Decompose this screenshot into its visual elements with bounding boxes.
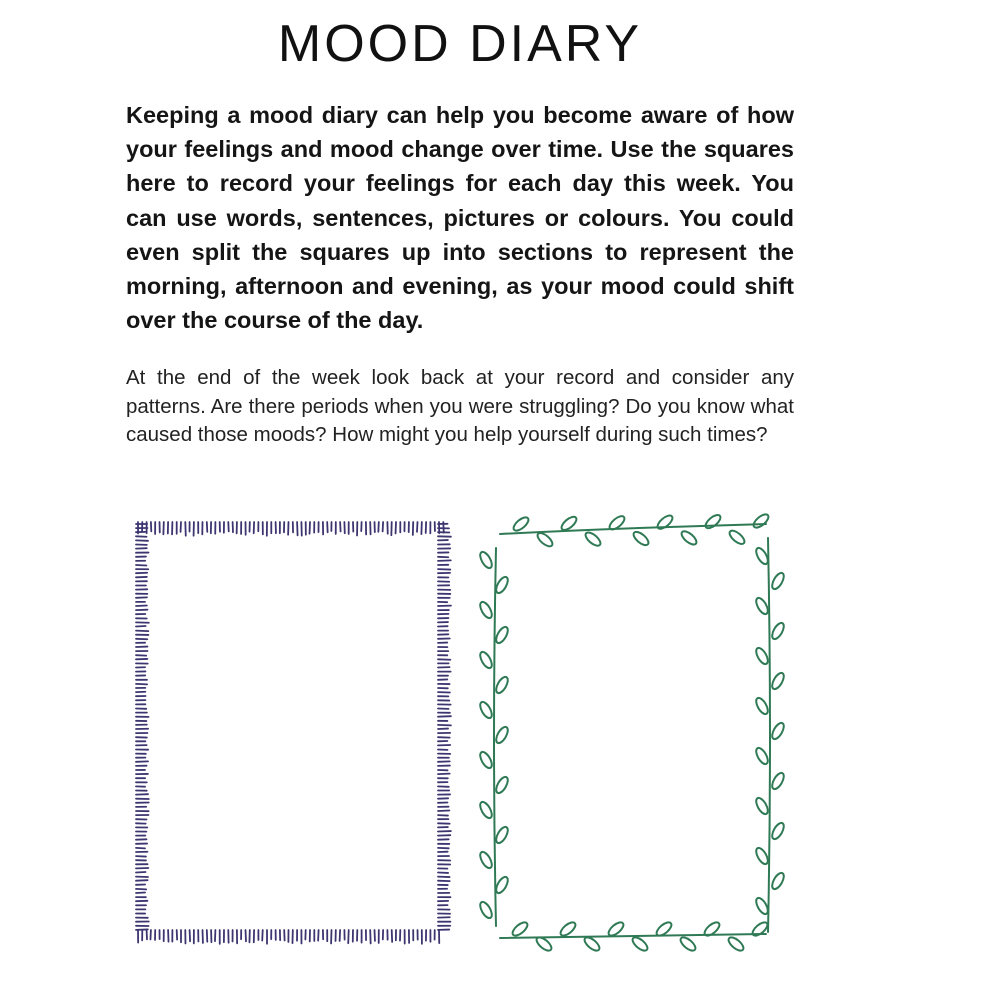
vine-leaf	[754, 846, 770, 866]
vine-leaf	[478, 900, 494, 920]
vine-leaf	[751, 512, 770, 530]
vine-leaf	[770, 771, 786, 791]
vine-leaf	[727, 528, 746, 546]
vine-leaf	[754, 746, 770, 766]
vine-leaf	[494, 825, 510, 845]
vine-leaf	[770, 721, 786, 741]
vine-leaf	[494, 875, 510, 895]
vine-leaf	[679, 529, 698, 547]
vine-leaf	[754, 696, 770, 716]
hatch-marks	[136, 522, 451, 944]
vine-leaf	[770, 621, 786, 641]
vine-border-drawing	[470, 508, 790, 958]
vine-leaf	[494, 775, 510, 795]
vine-leaf	[510, 920, 529, 938]
vine-leaf	[726, 935, 745, 953]
vine-leaf	[754, 596, 770, 616]
vine-leaf	[770, 871, 786, 891]
vine-leaf	[478, 650, 494, 670]
vine-leaf	[678, 935, 697, 953]
vine-leaf	[478, 700, 494, 720]
vine-leaf	[535, 531, 554, 549]
vine-leaf	[754, 796, 770, 816]
vine-leaf	[494, 725, 510, 745]
vine-leaf	[630, 935, 649, 953]
vine-leaf	[558, 920, 577, 938]
vine-leaf	[478, 600, 494, 620]
vine-leaf	[770, 671, 786, 691]
vine-leaf	[511, 515, 530, 533]
vine-leaf	[582, 935, 601, 953]
vine-stem-right	[768, 538, 770, 932]
intro-paragraph: Keeping a mood diary can help you become aware of how your feelings and mood change over time. Use the squares here to record your feelings for each day this week. You can use words, sentences, pictures or colours. You could even split the squares up into sections to represent the morning, afternoon and evening, as your mood could shift over the course of the day.	[126, 102, 794, 334]
vine-leaf	[478, 850, 494, 870]
vine-leaf	[750, 920, 769, 938]
mood-entry-frame-vine[interactable]	[470, 508, 790, 958]
vine-elements	[478, 512, 786, 953]
vine-leaf	[583, 530, 602, 548]
vine-leaf	[754, 646, 770, 666]
page-title: MOOD DIARY	[277, 15, 643, 73]
reflection-paragraph: At the end of the week look back at your record and consider any patterns. Are there periods when you were struggling? Do you know what caused those moods? How might you help yourself during such times?	[126, 366, 794, 446]
hatched-border-drawing	[124, 510, 460, 950]
vine-leaf	[655, 513, 674, 531]
vine-leaf	[478, 750, 494, 770]
vine-leaf	[494, 625, 510, 645]
mood-entry-frame-hatched[interactable]	[124, 510, 460, 950]
vine-leaf	[770, 821, 786, 841]
vine-leaf	[494, 675, 510, 695]
vine-leaf	[478, 800, 494, 820]
vine-leaf	[703, 513, 722, 531]
vine-leaf	[770, 571, 786, 591]
vine-leaf	[631, 529, 650, 547]
vine-leaf	[478, 550, 494, 570]
